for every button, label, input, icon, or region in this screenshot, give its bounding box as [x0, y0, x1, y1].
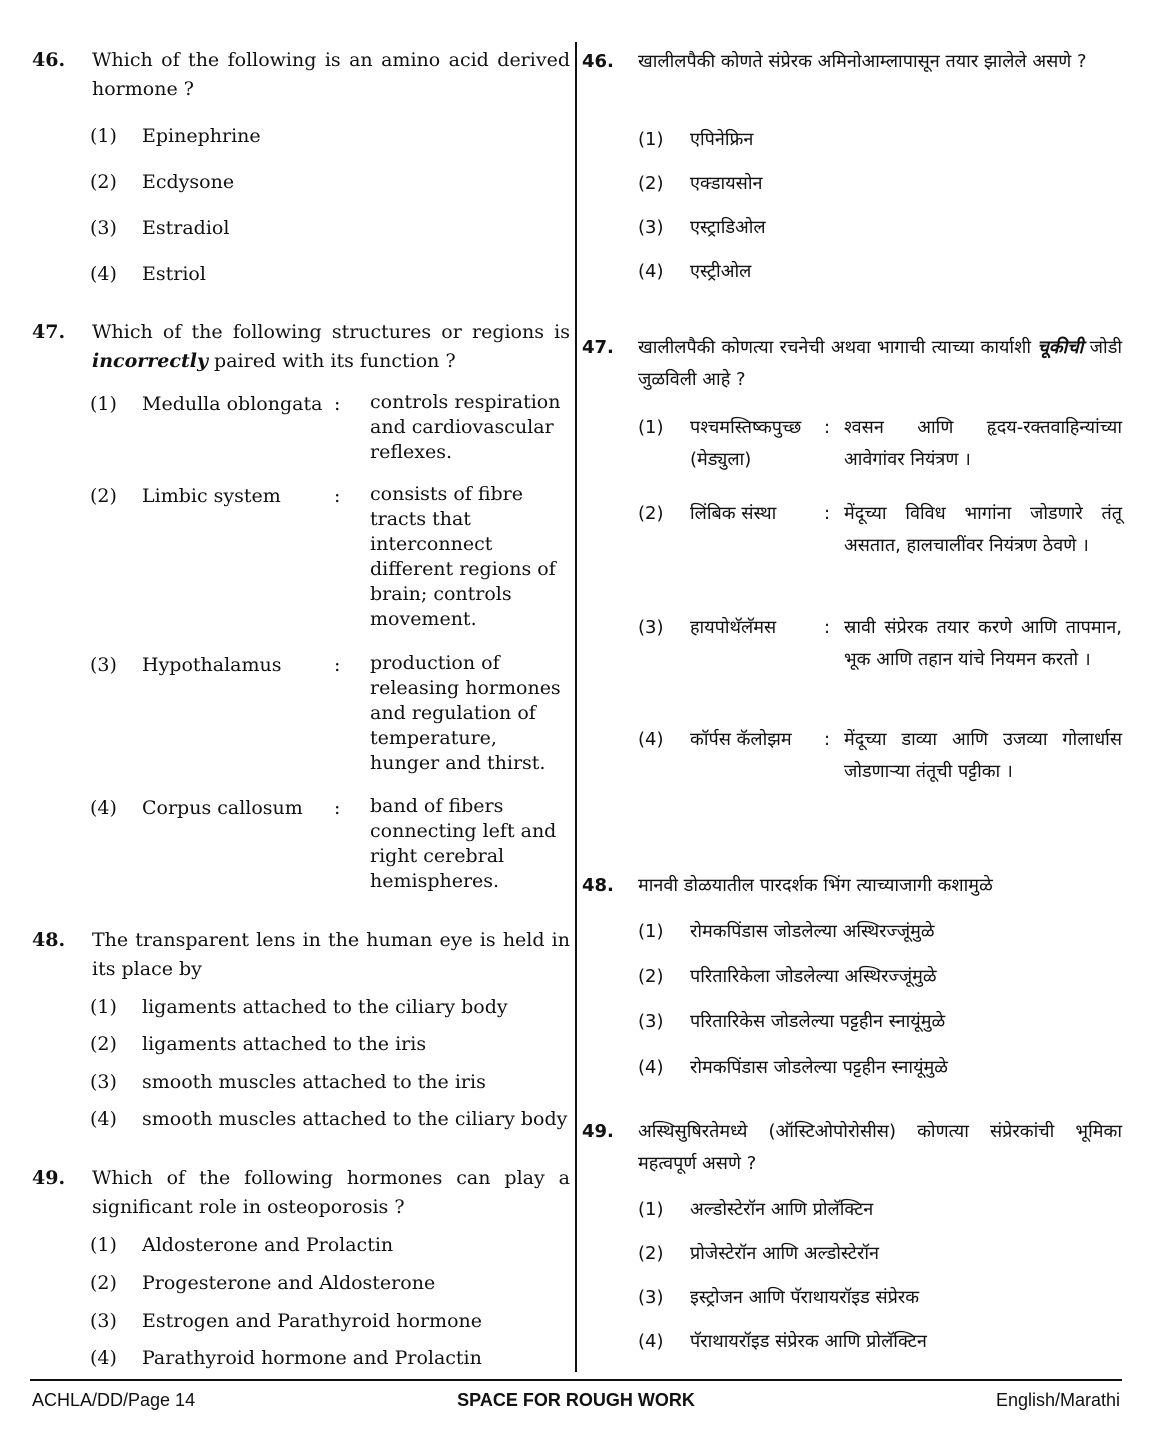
function-description: श्वसन आणि हृदय-रक्तवाहिन्यांच्या आवेगांवर नियंत्रण ।: [844, 417, 1122, 470]
question-text: खालीलपैकी कोणते संप्रेरक अमिनोआम्लापासून तयार झालेले असणे ?: [638, 51, 1087, 72]
option-number: (3): [90, 1071, 117, 1093]
question-text: अस्थिसुषिरतेमध्ये (ऑस्टिओपोरोसीस) कोणत्या संप्रेरकांची भूमिका महत्वपूर्ण असणे ?: [638, 1121, 1122, 1174]
option-text: इस्ट्रोजन आणि पॅराथायरॉइड संप्रेरक: [690, 1287, 920, 1308]
option-text: Aldosterone and Prolactin: [142, 1234, 394, 1256]
question-48-mr: [582, 870, 1122, 1078]
separator: :: [824, 417, 831, 438]
option-text: एस्ट्रीओल: [690, 261, 752, 282]
option-number: (1): [90, 125, 117, 147]
question-49-mr: [582, 1116, 1122, 1352]
page-identifier: ACHLA/DD/Page 14: [32, 1390, 196, 1410]
structure-name: लिंबिक संस्था: [690, 503, 777, 524]
question-text-part: खालीलपैकी कोणत्या रचनेची अथवा भागाची त्याच्या कार्याशी: [638, 337, 1038, 358]
option-number: (2): [90, 171, 117, 193]
option-text: Estradiol: [142, 217, 230, 239]
option-number: (1): [638, 417, 664, 438]
option-text: रोमकपिंडास जोडलेल्या अस्थिरज्जूंमुळे: [690, 921, 935, 942]
structure-name: हायपोथॅलॅमस: [690, 617, 777, 638]
option-text: ligaments attached to the iris: [142, 1033, 427, 1055]
option-text: एस्ट्राडिओल: [690, 217, 766, 238]
option-number: (2): [638, 966, 664, 987]
option-text: परितारिकेस जोडलेल्या पट्टहीन स्नायूंमुळे: [690, 1011, 946, 1032]
option-number: (4): [90, 263, 117, 285]
question-46-mr: [582, 46, 1122, 282]
emphasis-word: incorrectly: [92, 350, 208, 372]
structure-name: Corpus callosum: [142, 797, 303, 819]
option-number: (1): [638, 129, 664, 150]
question-text-part: Which of the following structures or regions is: [92, 321, 570, 343]
option-number: (1): [90, 996, 117, 1018]
question-number: 49.: [32, 1167, 66, 1189]
separator: :: [334, 485, 341, 507]
separator: :: [824, 729, 831, 750]
question-number: 49.: [582, 1121, 614, 1142]
option-number: (3): [90, 1310, 117, 1332]
option-text: Parathyroid hormone and Prolactin: [142, 1347, 482, 1369]
option-number: (3): [638, 1011, 664, 1032]
function-description: band of fibers connecting left and right cerebral hemispheres.: [370, 795, 557, 892]
option-text: अल्डोस्टेरॉन आणि प्रोलॅक्टिन: [690, 1199, 874, 1220]
option-number: (3): [638, 617, 664, 638]
option-number: (4): [90, 1347, 117, 1369]
structure-name: पश्चमस्तिष्कपुच्छ (मेड्युला): [690, 417, 802, 470]
question-text: [638, 332, 1122, 396]
question-text: [92, 318, 570, 376]
option-text: पॅराथायरॉइड संप्रेरक आणि प्रोलॅक्टिन: [690, 1331, 927, 1352]
separator: :: [824, 503, 831, 524]
option-number: (1): [638, 921, 664, 942]
function-description: स्रावी संप्रेरक तयार करणे आणि तापमान, भूक आणि तहान यांचे नियमन करतो ।: [844, 617, 1122, 670]
question-number: 46.: [582, 51, 614, 72]
question-48-en: [32, 926, 570, 1130]
separator: :: [824, 617, 831, 638]
structure-name: Hypothalamus: [142, 654, 282, 676]
option-text: एक्डायसोन: [690, 173, 763, 194]
option-number: (2): [90, 1272, 117, 1294]
option-text: एपिनेफ्रिन: [690, 129, 754, 150]
question-49-en: [32, 1164, 570, 1369]
option-text: Estriol: [142, 263, 206, 285]
option-text: smooth muscles attached to the iris: [142, 1071, 486, 1093]
option-number: (2): [638, 1243, 664, 1264]
option-text: Epinephrine: [142, 125, 261, 147]
question-text-part: जोडी जुळविली आहे ?: [638, 337, 1122, 390]
question-number: 47.: [582, 337, 614, 358]
function-description: मेंदूच्या विविध भागांना जोडणारे तंतू असतात, हालचालींवर नियंत्रण ठेवणे ।: [844, 503, 1122, 556]
option-text: प्रोजेस्टेरॉन आणि अल्डोस्टेरॉन: [690, 1243, 879, 1264]
option-number: (3): [638, 217, 664, 238]
option-number: (4): [638, 1331, 664, 1352]
option-text: रोमकपिंडास जोडलेल्या पट्टहीन स्नायूंमुळे: [690, 1057, 948, 1078]
option-number: (3): [90, 654, 117, 676]
footer-rule: [30, 1379, 1122, 1381]
question-46-en: [32, 46, 570, 285]
option-number: (4): [90, 797, 117, 819]
option-number: (3): [638, 1287, 664, 1308]
structure-name: Medulla oblongata: [142, 393, 323, 415]
option-text: Progesterone and Aldosterone: [142, 1272, 436, 1294]
option-number: (3): [90, 217, 117, 239]
function-description: consists of fibre tracts that interconnect different regions of brain; controls movement.: [370, 483, 556, 630]
language-label: English/Marathi: [995, 1390, 1120, 1410]
option-number: (2): [638, 173, 664, 194]
column-divider: [575, 42, 577, 1372]
option-text: Ecdysone: [142, 171, 235, 193]
option-text: परितारिकेला जोडलेल्या अस्थिरज्जूंमुळे: [690, 966, 937, 987]
option-number: (4): [638, 261, 664, 282]
emphasis-word: चूकीची: [1037, 337, 1084, 358]
option-number: (2): [90, 1033, 117, 1055]
structure-name: Limbic system: [142, 485, 281, 507]
question-47-mr: [582, 332, 1122, 782]
rough-work-label: SPACE FOR ROUGH WORK: [457, 1390, 695, 1410]
separator: :: [334, 654, 341, 676]
function-description: production of releasing hormones and regulation of temperature, hunger and thirst.: [370, 652, 561, 774]
question-text: The transparent lens in the human eye is held in its place by: [92, 929, 570, 980]
option-number: (4): [638, 1057, 664, 1078]
question-text: Which of the following hormones can play a significant role in osteoporosis ?: [92, 1167, 570, 1218]
function-description: मेंदूच्या डाव्या आणि उजव्या गोलार्धास जोडणाऱ्या तंतूची पट्टीका ।: [844, 729, 1122, 782]
question-text-part: paired with its function ?: [208, 350, 456, 372]
separator: :: [334, 797, 341, 819]
option-number: (2): [638, 503, 664, 524]
option-text: ligaments attached to the ciliary body: [142, 996, 508, 1018]
option-text: smooth muscles attached to the ciliary body: [142, 1108, 568, 1130]
question-text: Which of the following is an amino acid derived hormone ?: [92, 49, 570, 100]
option-number: (1): [638, 1199, 664, 1220]
option-number: (4): [638, 729, 664, 750]
option-number: (1): [90, 393, 117, 415]
function-description: controls respiration and cardiovascular reflexes.: [370, 391, 561, 463]
structure-name: कॉर्पस कॅलोझम: [690, 729, 792, 750]
option-number: (1): [90, 1234, 117, 1256]
question-number: 48.: [32, 929, 66, 951]
question-number: 47.: [32, 321, 66, 343]
separator: :: [334, 393, 341, 415]
question-47-en: [32, 318, 570, 892]
question-text: मानवी डोळयातील पारदर्शक भिंग त्याच्याजागी कशामुळे: [638, 875, 993, 896]
option-number: (2): [90, 485, 117, 507]
question-number: 48.: [582, 875, 614, 896]
question-number: 46.: [32, 49, 66, 71]
option-number: (4): [90, 1108, 117, 1130]
option-text: Estrogen and Parathyroid hormone: [142, 1310, 482, 1332]
